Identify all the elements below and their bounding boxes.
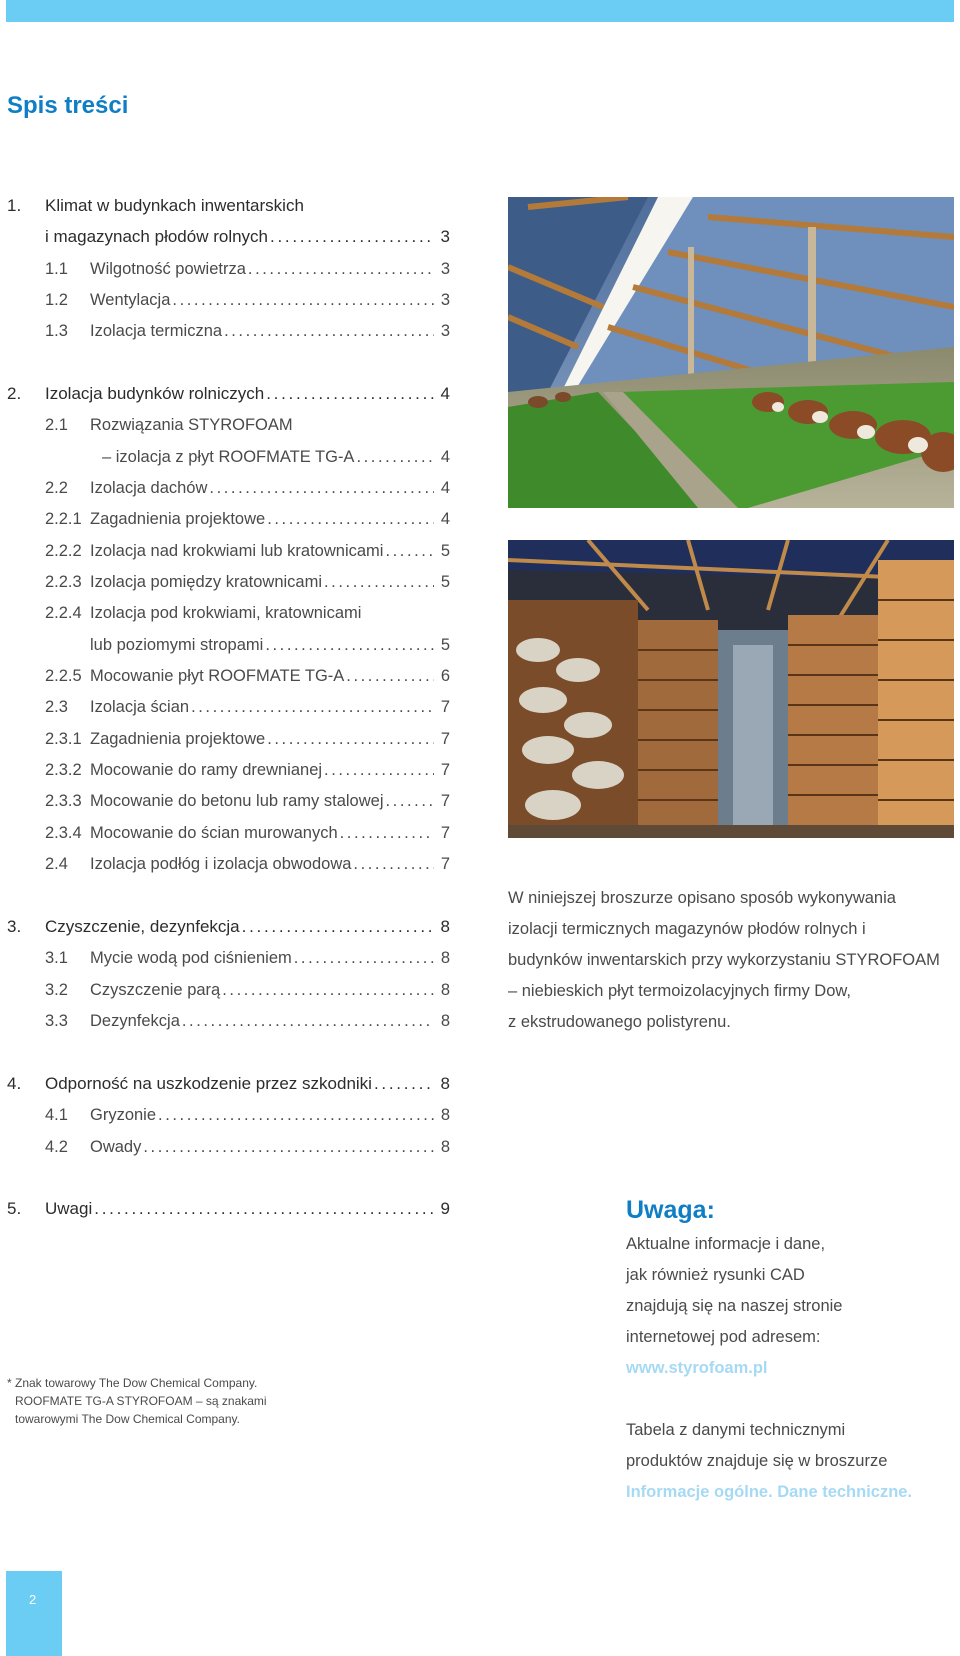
toc-entry-title: Mocowanie do betonu lub ramy stalowej — [90, 792, 384, 810]
toc-entry-page: 3 — [440, 260, 450, 278]
toc-leader-dots — [172, 289, 434, 311]
toc-entry-number: 2.3.4 — [45, 824, 82, 842]
toc-entry-number: 2.4 — [45, 855, 68, 873]
website-link[interactable]: www.styrofoam.pl — [626, 1359, 768, 1377]
toc-entry-number: 1.1 — [45, 260, 68, 278]
toc-entry[interactable] — [7, 602, 450, 624]
toc-entry-title: Odporność na uszkodzenie przez szkodniki — [45, 1074, 372, 1093]
toc-entry[interactable] — [7, 916, 450, 938]
intro-line: W niniejszej broszurze opisano sposób wykonywania — [508, 889, 896, 907]
toc-entry-page: 8 — [440, 949, 450, 967]
toc-entry[interactable] — [7, 979, 450, 1001]
toc-entry-number: 2.2 — [45, 479, 68, 497]
toc-entry[interactable] — [7, 571, 450, 593]
toc-entry[interactable] — [7, 446, 450, 468]
toc-leader-dots — [385, 540, 434, 562]
toc-entry-title: Wilgotność powietrza — [90, 260, 246, 278]
toc-entry-number: 2.3 — [45, 698, 68, 716]
toc-leader-dots — [182, 1010, 434, 1032]
toc-entry-title: Mocowanie do ramy drewnianej — [90, 761, 323, 779]
toc-entry-number: 2.3.2 — [45, 761, 82, 779]
toc-entry-title: Izolacja pod krokwiami, kratownicami — [90, 604, 362, 622]
toc-entry-title: Czyszczenie parą — [90, 981, 221, 999]
top-color-bar — [6, 0, 954, 22]
toc-leader-dots — [224, 320, 434, 342]
toc-leader-dots — [374, 1073, 434, 1095]
toc-leader-dots — [356, 446, 434, 468]
toc-entry-title: Klimat w budynkach inwentarskich — [45, 196, 304, 215]
toc-entry-page: 7 — [440, 761, 450, 779]
toc-entry[interactable] — [7, 477, 450, 499]
toc-entry-page: 8 — [440, 1106, 450, 1124]
toc-entry-title: Wentylacja — [90, 291, 171, 309]
toc-entry-number: 2.2.5 — [45, 667, 82, 685]
toc-leader-dots — [94, 1198, 434, 1220]
toc-entry-title: Izolacja podłóg i izolacja obwodowa — [90, 855, 352, 873]
footnote-line: towarowymi The Dow Chemical Company. — [15, 1412, 240, 1426]
toc-entry[interactable] — [7, 634, 450, 656]
toc-entry-title: Dezynfekcja — [90, 1012, 180, 1030]
toc-entry-page: 7 — [440, 730, 450, 748]
note-box — [626, 1193, 956, 1508]
toc-entry-page: 3 — [440, 322, 450, 340]
brochure-link[interactable]: Informacje ogólne. Dane techniczne. — [626, 1483, 913, 1501]
note-line: znajdują się na naszej stronie — [626, 1297, 843, 1315]
toc-entry[interactable] — [7, 320, 450, 342]
toc-entry[interactable] — [7, 226, 450, 248]
toc-entry-title: Izolacja ścian — [90, 698, 190, 716]
toc-entry-page: 5 — [440, 636, 450, 654]
note-line: produktów znajduje się w broszurze — [626, 1452, 888, 1470]
toc-entry-number: 4.2 — [45, 1138, 68, 1156]
note-line: Aktualne informacje i dane, — [626, 1235, 826, 1253]
toc-entry-page: 3 — [440, 227, 450, 246]
toc-entry-page: 5 — [440, 573, 450, 591]
toc-leader-dots — [386, 790, 435, 812]
footnote-line: * Znak towarowy The Dow Chemical Company. — [7, 1376, 258, 1390]
barn-cattle-photo — [508, 197, 954, 508]
toc-leader-dots — [248, 258, 434, 280]
toc-entry-number: 4. — [7, 1074, 22, 1093]
toc-leader-dots — [209, 477, 434, 499]
toc-entry-page: 7 — [440, 698, 450, 716]
toc-entry-title: Izolacja nad krokwiami lub kratownicami — [90, 542, 384, 560]
toc-entry[interactable] — [7, 728, 450, 750]
intro-paragraph — [508, 883, 948, 1038]
note-line: Tabela z danymi technicznymi — [626, 1421, 846, 1439]
toc-entry-number: 1.2 — [45, 291, 68, 309]
toc-entry-page: 8 — [440, 917, 450, 936]
toc-entry-page: 6 — [440, 667, 450, 685]
toc-entry-title: Mycie wodą pod ciśnieniem — [90, 949, 292, 967]
toc-entry-number: 1. — [7, 196, 22, 215]
page-number-box — [6, 1571, 62, 1656]
footnote-line: ROOFMATE TG-A STYROFOAM – są znakami — [15, 1394, 267, 1408]
toc-entry[interactable] — [7, 947, 450, 969]
toc-entry-title: Zagadnienia projektowe — [90, 730, 266, 748]
toc-entry-title: Uwagi — [45, 1199, 93, 1218]
toc-entry-title: Izolacja dachów — [90, 479, 208, 497]
toc-entry[interactable] — [7, 383, 450, 405]
toc-entry-page: 7 — [440, 824, 450, 842]
toc-entry-page: 7 — [440, 855, 450, 873]
toc-entry-number: 2.2.2 — [45, 542, 82, 560]
toc-entry-title: lub poziomymi stropami — [90, 636, 264, 654]
note-heading: Uwaga: — [626, 1196, 715, 1224]
toc-entry-title: – izolacja z płyt ROOFMATE TG-A — [102, 448, 355, 466]
toc-entry-number: 1.3 — [45, 322, 68, 340]
toc-entry[interactable] — [7, 665, 450, 687]
trademark-footnote — [7, 1374, 307, 1428]
toc-entry[interactable] — [7, 195, 450, 217]
toc-entry-page: 8 — [440, 1138, 450, 1156]
toc-entry-page: 4 — [440, 384, 450, 403]
toc-entry-title: Izolacja budynków rolniczych — [45, 384, 265, 403]
toc-leader-dots — [324, 759, 434, 781]
toc-entry[interactable] — [7, 414, 450, 436]
toc-entry-title: Owady — [90, 1138, 142, 1156]
toc-entry[interactable] — [7, 1136, 450, 1158]
toc-entry[interactable] — [7, 289, 450, 311]
toc-entry-page: 8 — [440, 1074, 450, 1093]
toc-entry[interactable] — [7, 1104, 450, 1126]
toc-leader-dots — [340, 822, 434, 844]
toc-leader-dots — [267, 728, 434, 750]
intro-line: – niebieskich płyt termoizolacyjnych firmy Dow, — [508, 982, 851, 1000]
toc-entry-number: 2.2.1 — [45, 510, 82, 528]
toc-entry-title: Mocowanie płyt ROOFMATE TG-A — [90, 667, 345, 685]
storage-crates-photo — [508, 540, 954, 838]
toc-entry-number: 2.2.3 — [45, 573, 82, 591]
toc-leader-dots — [266, 383, 434, 405]
toc-entry-number: 3.1 — [45, 949, 68, 967]
toc-entry-page: 8 — [440, 981, 450, 999]
intro-line: z ekstrudowanego polistyrenu. — [508, 1013, 731, 1031]
toc-entry[interactable] — [7, 759, 450, 781]
toc-entry-title: Rozwiązania STYROFOAM — [90, 416, 293, 434]
toc-entry-number: 4.1 — [45, 1106, 68, 1124]
toc-entry[interactable] — [7, 540, 450, 562]
note-spacer — [626, 1384, 956, 1415]
toc-entry-title: Gryzonie — [90, 1106, 157, 1124]
toc-entry[interactable] — [7, 696, 450, 718]
toc-leader-dots — [265, 634, 434, 656]
toc-entry-title: Izolacja termiczna — [90, 322, 223, 340]
toc-leader-dots — [267, 508, 434, 530]
toc-entry-number: 2. — [7, 384, 22, 403]
toc-entry-title: i magazynach płodów rolnych — [45, 227, 269, 246]
toc-entry-number: 2.1 — [45, 416, 68, 434]
toc-entry-title: Mocowanie do ścian murowanych — [90, 824, 338, 842]
toc-leader-dots — [222, 979, 434, 1001]
toc-entry-number: 2.3.3 — [45, 792, 82, 810]
toc-entry-number: 3.3 — [45, 1012, 68, 1030]
note-line: internetowej pod adresem: — [626, 1328, 821, 1346]
toc-entry[interactable] — [7, 508, 450, 530]
toc-entry[interactable] — [7, 822, 450, 844]
toc-leader-dots — [270, 226, 434, 248]
toc-leader-dots — [324, 571, 434, 593]
toc-entry[interactable] — [7, 853, 450, 875]
toc-entry-title: Zagadnienia projektowe — [90, 510, 266, 528]
toc-entry-page: 4 — [440, 479, 450, 497]
toc-leader-dots — [143, 1136, 434, 1158]
toc-entry-number: 3.2 — [45, 981, 68, 999]
toc-entry-page: 3 — [440, 291, 450, 309]
toc-entry-title: Czyszczenie, dezynfekcja — [45, 917, 240, 936]
intro-line: budynków inwentarskich przy wykorzystaniu STYROFOAM — [508, 951, 940, 969]
toc-entry[interactable] — [7, 258, 450, 280]
toc-entry-number: 2.2.4 — [45, 604, 82, 622]
toc-entry-page: 8 — [440, 1012, 450, 1030]
toc-entry-page: 4 — [440, 448, 450, 466]
toc-entry-page: 9 — [440, 1199, 450, 1218]
note-line: jak również rysunki CAD — [626, 1266, 805, 1284]
page-number: 2 — [29, 1592, 37, 1607]
toc-leader-dots — [242, 916, 434, 938]
toc-entry[interactable] — [7, 790, 450, 812]
toc-entry-page: 4 — [440, 510, 450, 528]
toc-entry-page: 5 — [440, 542, 450, 560]
toc-entry[interactable] — [7, 1010, 450, 1032]
toc-leader-dots — [158, 1104, 434, 1126]
intro-line: izolacji termicznych magazynów płodów rolnych i — [508, 920, 866, 938]
toc-entry-number: 5. — [7, 1199, 22, 1218]
toc-entry-page: 7 — [440, 792, 450, 810]
toc-entry[interactable] — [7, 1198, 450, 1220]
toc-leader-dots — [353, 853, 434, 875]
toc-entry[interactable] — [7, 1073, 450, 1095]
toc-leader-dots — [191, 696, 434, 718]
toc-leader-dots — [294, 947, 434, 969]
toc-entry-number: 2.3.1 — [45, 730, 82, 748]
toc-entry-number: 3. — [7, 917, 22, 936]
toc-entry-title: Izolacja pomiędzy kratownicami — [90, 573, 323, 591]
page-title: Spis treści — [7, 92, 129, 119]
toc-leader-dots — [346, 665, 434, 687]
